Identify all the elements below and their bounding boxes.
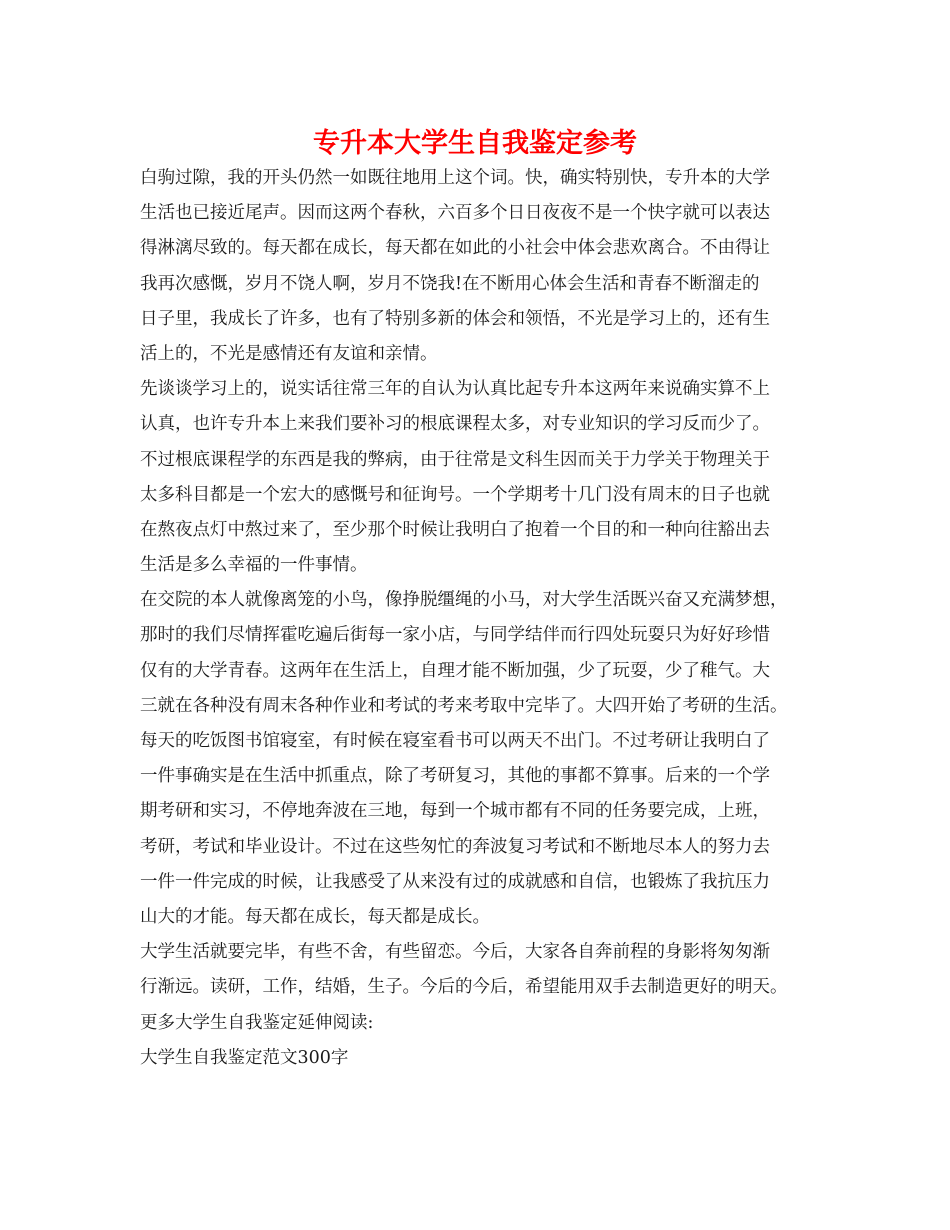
text-line: 三就在各种没有周末各种作业和考试的考来考取中完毕了。大四开始了考研的生活。 <box>140 695 788 716</box>
text-line: 在熬夜点灯中熬过来了，至少那个时候让我明白了抱着一个目的和一种向往豁出去 <box>140 519 770 540</box>
text-line: 一件一件完成的时候，让我感受了从来没有过的成就感和自信，也锻炼了我抗压力 <box>140 871 770 892</box>
text-line: 考研，考试和毕业设计。不过在这些匆忙的奔波复习考试和不断地尽本人的努力去 <box>140 836 770 857</box>
text-line: 每天的吃饭图书馆寝室，有时候在寝室看书可以两天不出门。不过考研让我明白了 <box>140 731 770 751</box>
text-line: 山大的才能。每天都在成长，每天都是成长。 <box>140 906 490 927</box>
text-line: 我再次感慨，岁月不饶人啊，岁月不饶我!在不断用心体会生活和青春不断溜走的 <box>140 273 760 294</box>
text-line: 大学生活就要完毕，有些不舍，有些留恋。今后，大家各自奔前程的身影将匆匆渐 <box>140 942 770 963</box>
paragraph-1 <box>140 161 825 372</box>
document-title: 专升本大学生自我鉴定参考 <box>313 128 637 159</box>
further-reading-label: 更多大学生自我鉴定延伸阅读: <box>140 1012 374 1033</box>
text-line: 仅有的大学青春。这两年在生活上，自理才能不断加强，少了玩耍，少了稚气。大 <box>140 660 770 681</box>
paragraph-4 <box>140 935 825 1005</box>
text-line: 认真，也许专升本上来我们要补习的根底课程太多，对专业知识的学习反而少了。 <box>140 414 770 435</box>
document-body <box>140 161 825 1076</box>
paragraph-2 <box>140 372 825 583</box>
text-line: 白驹过隙，我的开头仍然一如既往地用上这个词。快，确实特别快，专升本的大学 <box>140 168 770 188</box>
paragraph-3 <box>140 583 825 935</box>
text-line: 期考研和实习，不停地奔波在三地，每到一个城市都有不同的任务要完成，上班， <box>140 801 770 822</box>
text-line: 活上的，不光是感情还有友谊和亲情。 <box>140 343 438 364</box>
further-reading-link[interactable]: 大学生自我鉴定范文300字 <box>140 1047 349 1068</box>
text-line: 不过根底课程学的东西是我的弊病，由于往常是文科生因而关于力学关于物理关于 <box>140 449 770 470</box>
further-reading-item[interactable] <box>140 1041 825 1076</box>
text-line: 太多科目都是一个宏大的感慨号和征询号。一个学期考十几门没有周末的日子也就 <box>140 484 770 505</box>
text-line: 日子里，我成长了许多，也有了特别多新的体会和领悟，不光是学习上的，还有生 <box>140 308 770 329</box>
text-line: 先谈谈学习上的，说实话往常三年的自认为认真比起专升本这两年来说确实算不上 <box>140 379 770 400</box>
further-reading-heading <box>140 1006 825 1041</box>
text-line: 在交院的本人就像离笼的小鸟，像挣脱缰绳的小马，对大学生活既兴奋又充满梦想， <box>140 590 788 611</box>
text-line: 一件事确实是在生活中抓重点，除了考研复习，其他的事都不算事。后来的一个学 <box>140 766 770 787</box>
text-line: 得淋漓尽致的。每天都在成长，每天都在如此的小社会中体会悲欢离合。不由得让 <box>140 238 770 259</box>
text-line: 行渐远。读研，工作，结婚，生子。今后的今后，希望能用双手去制造更好的明天。 <box>140 977 788 998</box>
text-line: 生活是多么幸福的一件事情。 <box>140 555 368 576</box>
text-line: 生活也已接近尾声。因而这两个春秋，六百多个日日夜夜不是一个快字就可以表达 <box>140 203 770 224</box>
text-line: 那时的我们尽情挥霍吃遍后街每一家小店，与同学结伴而行四处玩耍只为好好珍惜 <box>140 625 770 646</box>
